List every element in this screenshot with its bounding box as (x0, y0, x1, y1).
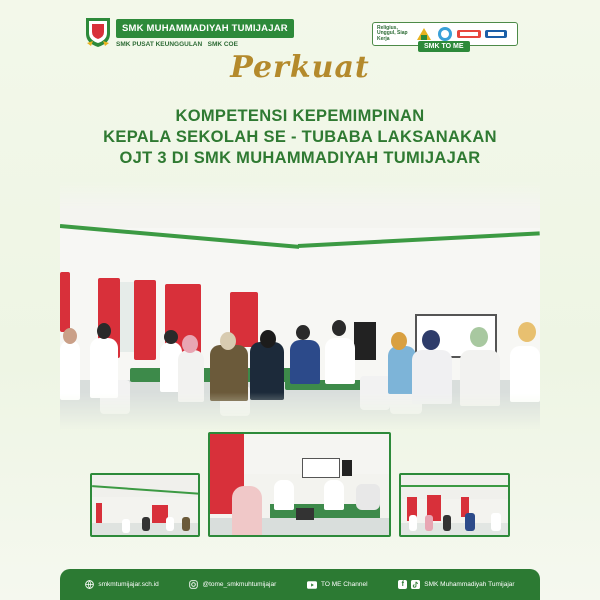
footer-instagram[interactable] (189, 580, 276, 589)
partner-logo-d-icon (485, 27, 507, 41)
school-logo-block (84, 16, 294, 48)
partner-logo-b-icon (437, 26, 453, 42)
footer-website[interactable] (85, 580, 158, 589)
footer-facebook[interactable] (398, 580, 514, 589)
sub-left-label: SMK PUSAT KEUNGGULAN (116, 41, 203, 48)
instagram-icon (189, 580, 198, 589)
thumbnail-photo-center (208, 432, 391, 537)
footer-instagram-label: @tome_smkmuhtumijajar (202, 581, 277, 588)
thumbnail-photo-left (90, 473, 200, 537)
footer-facebook-label: SMK Muhammadiyah Tumijajar (424, 581, 515, 588)
school-crest-icon (84, 16, 112, 48)
youtube-icon (307, 581, 317, 589)
facebook-icon: f (398, 580, 407, 589)
footer-youtube[interactable] (307, 581, 367, 589)
partner-logo-c-icon (457, 27, 481, 41)
headline-line-1: KOMPETENSI KEPEMIMPINAN (175, 107, 425, 125)
globe-icon (85, 580, 94, 589)
thumbnail-photo-right (399, 473, 510, 537)
school-name: SMK MUHAMMADIYAH TUMIJAJAR (116, 19, 294, 38)
sub-right-label: SMK COE (207, 41, 238, 48)
tiktok-icon (411, 580, 420, 589)
partner-tagline: Religius, Unggul, Siap Kerja (377, 24, 408, 42)
script-title: Perkuat (230, 50, 370, 85)
school-subtitle (116, 41, 294, 48)
footer-website-label: smkmtumijajar.sch.id (98, 581, 159, 588)
main-photo (60, 180, 540, 430)
headline-line-3: OJT 3 DI SMK MUHAMMADIYAH TUMIJAJAR (119, 149, 481, 167)
footer-youtube-label: TO ME Channel (321, 581, 368, 588)
headline (0, 106, 600, 169)
partner-logo-a-icon (415, 27, 433, 41)
smk-to-me-badge: SMK TO ME (418, 41, 470, 52)
headline-line-2: KEPALA SEKOLAH SE - TUBABA LAKSANAKAN (103, 128, 497, 146)
social-footer (60, 569, 540, 600)
